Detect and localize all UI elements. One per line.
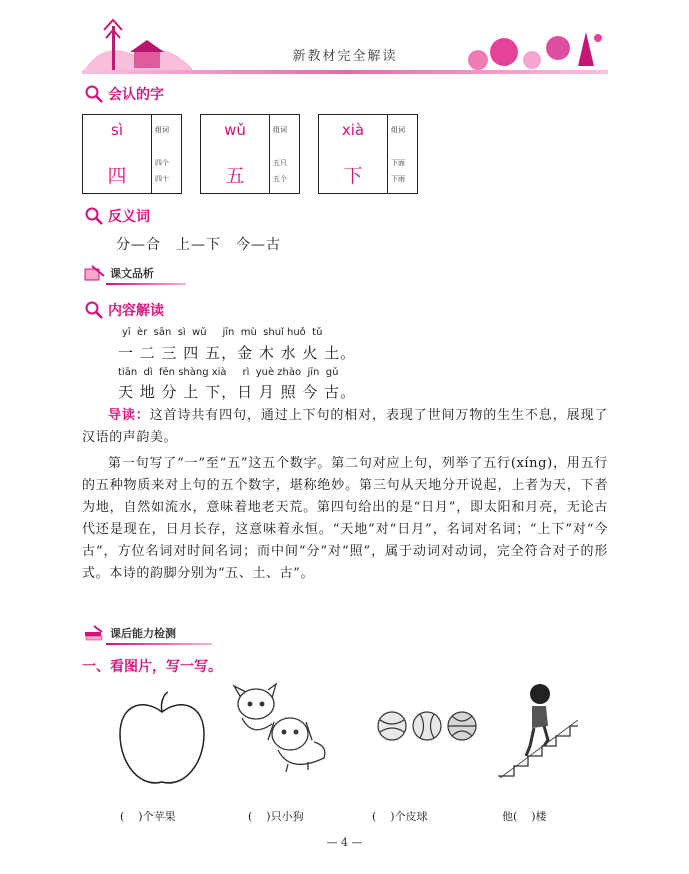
banner-underline [106, 643, 212, 645]
char-glyph: 五 [225, 165, 245, 187]
caption-apple: ( )个苹果 [120, 810, 176, 823]
char-glyph: 下 [343, 165, 363, 187]
poem-pinyin-line-2: tiān dì fēn shàng xià rì yuè zhào jīn gǔ [118, 367, 339, 378]
char-word: 四十 [155, 175, 169, 183]
poem-pinyin-line-1: yī èr sān sì wǔ jīn mù shuǐ huǒ tǔ [122, 327, 323, 338]
char-card-xia [318, 114, 418, 194]
header-divider [82, 70, 608, 74]
char-glyph: 四 [107, 165, 127, 187]
char-card-wu [200, 114, 300, 194]
banner-lesson-analysis [84, 264, 154, 282]
caption-ball: ( )个皮球 [372, 810, 428, 823]
char-card-si [82, 114, 182, 194]
char-pinyin: xià [341, 121, 365, 139]
banner-title: 课后能力检测 [110, 627, 176, 640]
antonyms-line: 分—合 上—下 今—古 [116, 237, 281, 253]
poem-line-1: 一 二 三 四 五，金 木 水 火 土。 [118, 344, 357, 362]
magnifier-icon [84, 207, 104, 225]
section-antonyms [84, 206, 150, 226]
section-title: 会认的字 [108, 87, 164, 103]
char-word: 五只 [273, 159, 287, 167]
section-title: 反义词 [108, 209, 150, 225]
balls-icon [376, 708, 480, 744]
magnifier-icon [84, 85, 104, 103]
books-icon [84, 624, 106, 642]
caption-dog: ( )只小狗 [248, 810, 304, 823]
guide-paragraph [82, 405, 608, 449]
boy-climbing-stairs-icon [498, 680, 578, 780]
caption-stairs: 他( )楼 [502, 810, 547, 823]
explanation-paragraph: 第一句写了“一”至“五”这五个数字。第二句对应上句，列举了五行(xíng)，用五行的五种物质来对上句的五个数字，堪称绝妙。第三句从天地分开说起，上者为天，下者为地，自然如流水，意味着地老天荒。第四句给出的是“日月”，即太阳和月亮，无论古代还是现在，日月长存，这意味着永恒。“天地”对“日月”，名词对名词；“上下”对“今古”，方位名词对时间名词；而中间“分”对“照”，属于动词对动词，完全符合对子的形式。本诗的韵脚分别为“五、土、古”。 [82, 456, 608, 581]
page-number: — 4 — [326, 836, 363, 849]
char-word: 四个 [155, 159, 169, 167]
banner-after-class [84, 624, 176, 642]
char-word: 五个 [273, 175, 287, 183]
page-header [82, 18, 608, 78]
book-pen-icon [84, 264, 106, 282]
header-title: 新教材完全解读 [292, 49, 398, 64]
banner-underline [106, 283, 186, 285]
section-content-reading [84, 300, 164, 320]
char-word-label: 组词 [155, 126, 169, 134]
char-word: 下面 [391, 159, 405, 167]
magnifier-icon [84, 301, 104, 319]
section-title: 内容解读 [108, 303, 164, 319]
char-word-label: 组词 [273, 126, 287, 134]
section-recognize-characters [84, 84, 164, 104]
guide-text: 这首诗共有四句，通过上下句的相对，表现了世间万物的生生不息，展现了汉语的声韵美。 [82, 408, 608, 445]
poem-line-2: 天 地 分 上 下，日 月 照 今 古。 [118, 383, 357, 401]
exercise-title: 一、看图片，写一写。 [82, 659, 222, 675]
char-pinyin: wǔ [224, 121, 246, 139]
guide-label: 导读： [108, 408, 150, 423]
char-pinyin: sì [111, 121, 123, 139]
char-word-label: 组词 [391, 126, 405, 134]
banner-title: 课文品析 [110, 267, 154, 280]
puppies-icon [228, 680, 338, 776]
apple-icon [116, 690, 208, 790]
char-word: 下雨 [391, 175, 405, 183]
